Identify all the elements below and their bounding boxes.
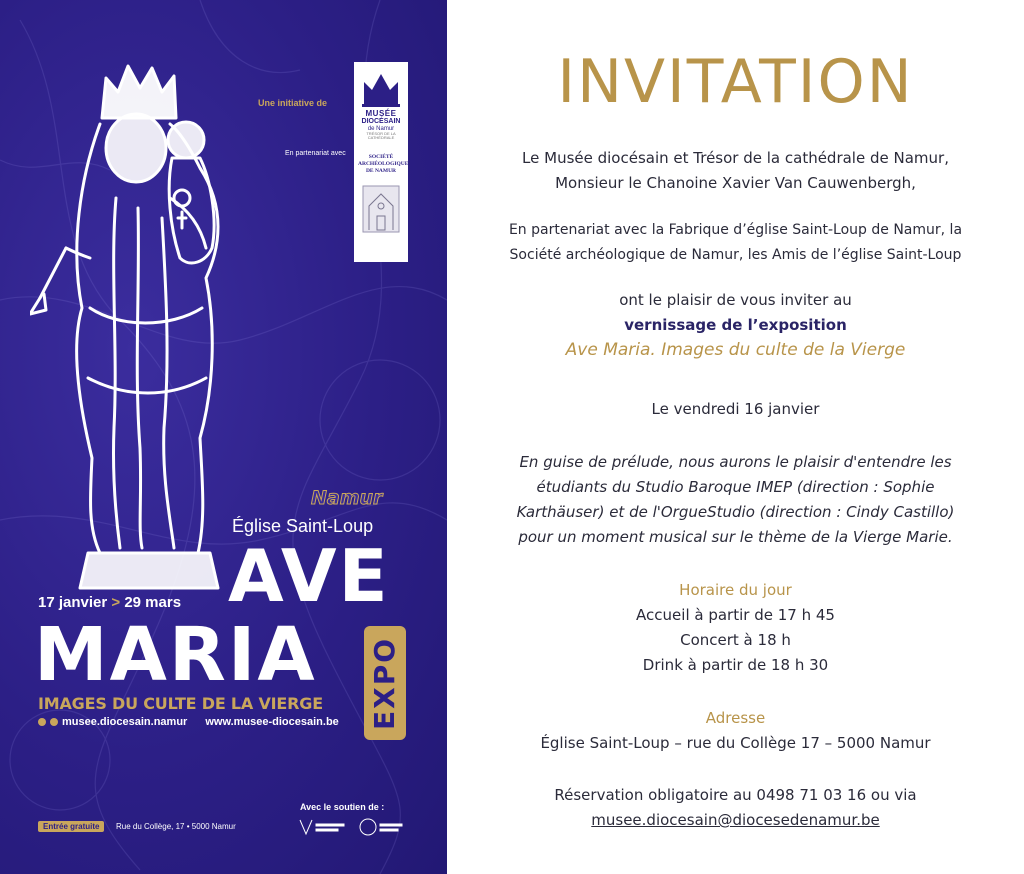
societe-archeologique-logo	[358, 154, 409, 174]
address-line: Église Saint-Loup – rue du Collège 17 – 5000 Namur	[540, 734, 931, 752]
address-block	[447, 706, 1024, 756]
partner-label: En partenariat avec	[285, 150, 346, 157]
schedule-heading: Horaire du jour	[679, 581, 792, 599]
hosts-block	[447, 146, 1024, 196]
societe-logo-line3: DE NAMUR	[365, 167, 397, 174]
poster-subtitle: IMAGES DU CULTE DE LA VIERGE	[38, 694, 323, 713]
exhibition-title: Ave Maria. Images du culte de la Vierge	[565, 340, 906, 360]
event-date: Le vendredi 16 janvier	[651, 400, 820, 418]
date-arrow-icon: >	[111, 594, 121, 611]
societe-logo-line2: ARCHÉOLOGIQUE	[358, 161, 409, 167]
poster-venue: Église Saint-Loup	[232, 516, 374, 536]
invite-line: ont le plaisir de vous inviter au	[619, 291, 852, 309]
expo-label: EXPO	[368, 636, 402, 730]
prelude-line4: pour un moment musical sur le thème de la Vierge Marie.	[518, 528, 953, 546]
invitation-title: INVITATION	[557, 47, 914, 117]
schedule-item-welcome: Accueil à partir de 17 h 45	[636, 606, 835, 624]
poster-title-line2: MARIA	[34, 612, 317, 698]
museum-logo-text	[358, 110, 404, 140]
facebook-icon	[50, 718, 58, 726]
vernissage-line: vernissage de l’exposition	[624, 316, 847, 334]
date-start: 17 janvier	[38, 594, 108, 611]
prelude-line1: En guise de prélude, nous aurons le plaisir d'entendre les	[519, 453, 952, 471]
reservation-line: Réservation obligatoire au 0498 71 03 16 ou via	[554, 786, 917, 804]
partners-line1: En partenariat avec la Fabrique d’église Saint-Loup de Namur, la	[508, 222, 963, 238]
museum-logo-line1: MUSÉE	[365, 109, 397, 118]
museum-logo-line2: DIOCÉSAIN	[361, 118, 401, 126]
exhibition-poster	[0, 0, 447, 874]
prelude-block	[447, 450, 1024, 550]
website-link[interactable]: www.musee-diocesain.be	[205, 716, 339, 728]
schedule-block	[447, 578, 1024, 678]
hosts-line1: Le Musée diocésain et Trésor de la cathédrale de Namur,	[522, 149, 949, 167]
support-label: Avec le soutien de :	[300, 802, 385, 812]
partners-block	[447, 218, 1024, 268]
social-handle[interactable]: musee.diocesain.namur	[62, 716, 188, 728]
poster-city: Namur	[311, 487, 383, 509]
museum-logo-line3: de Namur	[367, 125, 395, 132]
date-end: 29 mars	[124, 594, 182, 611]
expo-badge	[364, 626, 406, 740]
museum-crown-logo-icon	[358, 68, 404, 108]
invite-block	[447, 288, 1024, 363]
reservation-email-link[interactable]: musee.diocesain@diocesedenamur.be	[591, 811, 880, 829]
initiative-label: Une initiative de	[258, 98, 328, 108]
reservation-block	[447, 783, 1024, 833]
instagram-icon	[38, 718, 46, 726]
schedule-item-concert: Concert à 18 h	[680, 631, 791, 649]
invitation-panel	[447, 0, 1024, 874]
poster-social-links	[38, 716, 339, 728]
virgin-and-child-statue-illustration	[30, 48, 320, 593]
partner-logos-panel	[354, 62, 408, 262]
prelude-line2: étudiants du Studio Baroque IMEP (direction : Sophie	[536, 478, 935, 496]
sponsor-logos-icon	[296, 816, 406, 838]
poster-title-line1: AVE	[228, 534, 390, 618]
prelude-line3: Karthäuser) et de l'OrgueStudio (direction : Cindy Castillo)	[516, 503, 955, 521]
poster-address: Rue du Collège, 17 • 5000 Namur	[116, 822, 236, 831]
address-heading: Adresse	[705, 709, 766, 727]
poster-dates	[38, 594, 181, 611]
church-facade-image	[361, 184, 401, 234]
hosts-line2: Monsieur le Chanoine Xavier Van Cauwenbergh,	[555, 174, 916, 192]
schedule-item-drink: Drink à partir de 18 h 30	[642, 656, 829, 674]
free-entry-badge: Entrée gratuite	[38, 821, 104, 832]
partners-line2: Société archéologique de Namur, les Amis de l’église Saint-Loup	[509, 247, 962, 263]
museum-logo-line4: TRÉSOR DE LA CATHÉDRALE	[366, 131, 396, 141]
societe-logo-line1: SOCIÉTÉ	[368, 154, 394, 161]
